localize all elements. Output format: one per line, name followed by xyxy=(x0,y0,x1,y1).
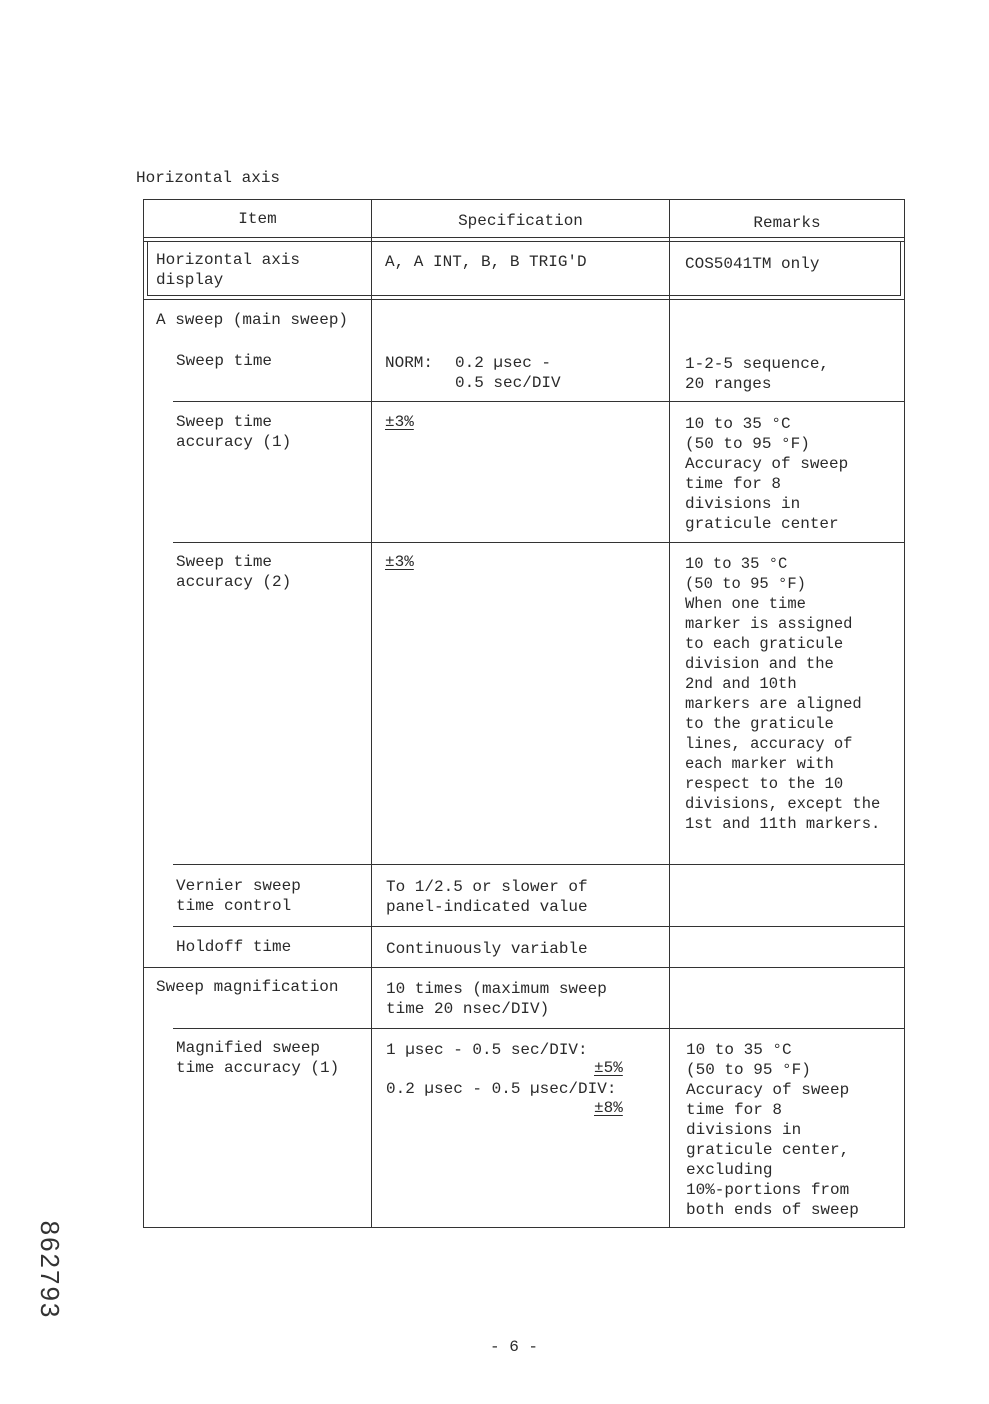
row1-inner-bottom xyxy=(147,295,901,296)
cell-mag-accuracy-remarks: 10 to 35 °C (50 to 95 °F) Accuracy of sweep time for 8 divisions in graticule center, excluding 10%-portions from both ends of sweep xyxy=(686,1041,859,1219)
table-border-bottom xyxy=(143,1227,905,1228)
row-rule-holdoff xyxy=(143,967,904,968)
cell-mag-accuracy-spec-2: 0.2 µsec - 0.5 µsec/DIV: xyxy=(386,1080,617,1098)
cell-sweep-time-remarks: 1-2-5 sequence, 20 ranges xyxy=(685,355,830,393)
cell-mag-accuracy-tol-2: ±8% xyxy=(594,1099,623,1117)
cell-magnification-item: Sweep magnification xyxy=(156,978,339,996)
cell-hdisplay-remarks: COS5041TM only xyxy=(685,255,820,273)
page-number: - 6 - xyxy=(489,1338,538,1356)
cell-accuracy2-spec: ±3% xyxy=(385,553,414,571)
header-specification: Specification xyxy=(458,212,583,230)
cell-sweep-time-spec: 0.2 µsec - 0.5 sec/DIV xyxy=(455,354,561,392)
row-rule-accuracy2 xyxy=(173,864,904,865)
row-rule-magnification xyxy=(173,1028,904,1029)
cell-mag-accuracy-tol-1: ±5% xyxy=(594,1059,623,1077)
side-stamp: 862793 xyxy=(35,1220,65,1320)
row-rule-vernier xyxy=(173,926,904,927)
cell-accuracy1-remarks: 10 to 35 °C (50 to 95 °F) Accuracy of sweep time for 8 divisions in graticule center xyxy=(685,415,849,533)
column-divider-2 xyxy=(669,199,670,1227)
row1-rule xyxy=(143,299,904,300)
header-item: Item xyxy=(238,210,277,228)
header-rule-1 xyxy=(143,237,904,238)
row-rule-accuracy1 xyxy=(173,542,904,543)
cell-accuracy2-item: Sweep time accuracy (2) xyxy=(176,553,292,591)
row-rule-sweep-time xyxy=(173,401,904,402)
cell-sweep-time-mode: NORM: xyxy=(385,354,434,372)
cell-hdisplay-item: Horizontal axis display xyxy=(156,251,301,289)
group-a-sweep: A sweep (main sweep) xyxy=(156,311,349,329)
table-border-right xyxy=(904,199,905,1228)
cell-vernier-spec: To 1/2.5 or slower of panel-indicated value xyxy=(386,878,588,916)
header-rule-2 xyxy=(143,241,904,242)
cell-accuracy1-item: Sweep time accuracy (1) xyxy=(176,413,292,451)
cell-magnification-spec: 10 times (maximum sweep time 20 nsec/DIV) xyxy=(386,980,607,1018)
cell-hdisplay-spec: A, A INT, B, B TRIG'D xyxy=(385,253,587,271)
cell-accuracy2-remarks: 10 to 35 °C (50 to 95 °F) When one time marker is assigned to each graticule division and the 2nd and 10th markers are aligned to the graticule lines, accuracy of each marker with respect to the 10 divisions, except the 1st and 11th markers. xyxy=(685,555,881,833)
cell-vernier-item: Vernier sweep time control xyxy=(176,877,301,915)
cell-mag-accuracy-spec-1: 1 µsec - 0.5 sec/DIV: xyxy=(386,1041,588,1059)
cell-accuracy1-spec: ±3% xyxy=(385,413,414,431)
section-title: Horizontal axis xyxy=(136,169,281,187)
row1-inner-left xyxy=(147,241,148,295)
cell-holdoff-spec: Continuously variable xyxy=(386,940,588,958)
table-border-left xyxy=(143,199,144,1227)
row1-inner-right xyxy=(900,241,901,295)
header-remarks: Remarks xyxy=(753,214,821,232)
cell-mag-accuracy-item: Magnified sweep time accuracy (1) xyxy=(176,1039,340,1077)
column-divider-1 xyxy=(371,199,372,1227)
cell-holdoff-item: Holdoff time xyxy=(176,938,292,956)
table-border-top xyxy=(143,199,904,200)
cell-sweep-time-item: Sweep time xyxy=(176,352,273,370)
